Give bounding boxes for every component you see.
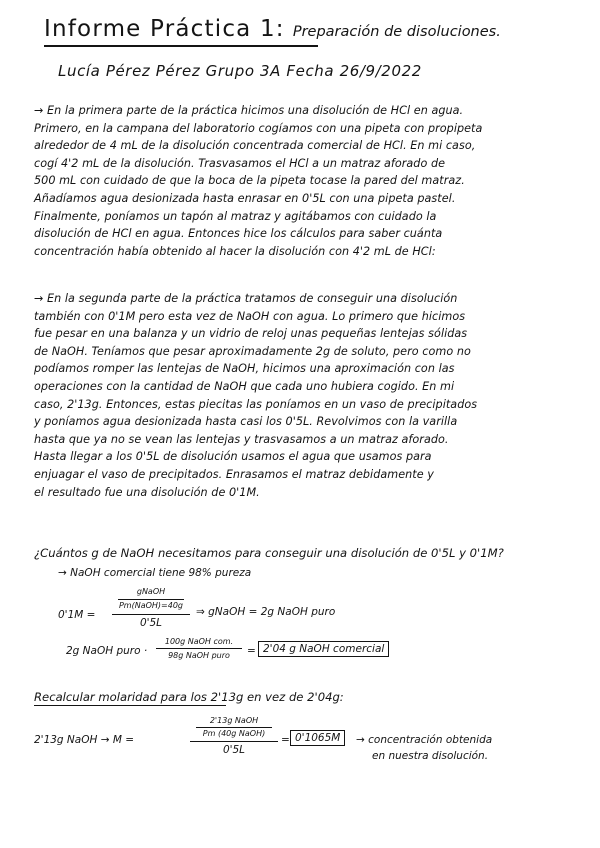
calc1-outer-denominator: 0'5L <box>139 617 163 629</box>
title-main: Informe Práctica 1: <box>44 16 285 42</box>
paragraph-line: Hasta llegar a los 0'5L de disolución usamos el agua que usamos para <box>34 450 432 464</box>
calc2-numerator: 100g NaOH com. <box>164 637 234 646</box>
paragraph-line: el resultado fue una disolución de 0'1M. <box>34 485 260 499</box>
recalc-heading: Recalcular molaridad para los 2'13g en vez de 2'04g: <box>34 690 344 704</box>
calc2-lhs: 2g NaOH puro · <box>66 645 148 657</box>
paragraph-line: hasta que ya no se vean las lentejas y trasvasamos a un matraz aforado. <box>34 432 449 446</box>
author-line: Lucía Pérez Pérez Grupo 3A Fecha 26/9/2022 <box>58 62 422 80</box>
paragraph-line: → En la primera parte de la práctica hicimos una disolución de HCl en agua. <box>34 104 464 117</box>
calc3-outer-denominator: 0'5L <box>222 744 246 756</box>
calc1-outer-fraction-bar <box>112 614 190 615</box>
calc1-inner-numerator: gNaOH <box>136 587 166 596</box>
calc3-note-line-1: → concentración obtenida <box>356 734 493 746</box>
calc2-denominator: 98g NaOH puro <box>168 651 230 660</box>
paragraph-line: fue pesar en una balanza y un vidrio de reloj unas pequeñas lentejas sólidas <box>34 327 468 341</box>
paragraph-line: → En la segunda parte de la práctica tratamos de conseguir una disolución <box>34 292 458 305</box>
calc2-result-box: 2'04 g NaOH comercial <box>258 641 389 657</box>
paragraph-line: también con 0'1M pero esta vez de NaOH con agua. Lo primero que hicimos <box>34 309 466 323</box>
title-underline <box>44 45 318 47</box>
purity-note: → NaOH comercial tiene 98% pureza <box>58 567 252 579</box>
title-subtitle: Preparación de disoluciones. <box>292 24 501 40</box>
calc3-inner-denominator: Pm (40g NaOH) <box>202 729 266 738</box>
calc2-fraction-bar <box>156 648 242 649</box>
calc3-result-box: 0'1065M <box>290 730 345 746</box>
paragraph-naoh <box>34 290 582 501</box>
paragraph-line: y poníamos agua desionizada hasta casi los 0'5L. Revolvimos con la varilla <box>34 415 458 429</box>
question-text: ¿Cuántos g de NaOH necesitamos para conseguir una disolución de 0'5L y 0'1M? <box>34 546 504 560</box>
calc3-equals: = <box>281 734 290 746</box>
calc3-lhs: 2'13g NaOH → M = <box>34 734 135 746</box>
calc3-inner-fraction-bar <box>196 727 272 728</box>
paragraph-line: disolución de HCl en agua. Entonces hice los cálculos para saber cuánta <box>34 227 443 241</box>
calc3-outer-fraction-bar <box>190 741 278 742</box>
paragraph-line: concentración había obtenido al hacer la disolución con 4'2 mL de HCl: <box>34 244 436 258</box>
paragraph-line: 500 mL con cuidado de que la boca de la pipeta tocase la pared del matraz. <box>34 174 465 188</box>
paragraph-line: caso, 2'13g. Entonces, estas piecitas las poníamos en un vaso de precipitados <box>34 397 478 411</box>
paragraph-hcl <box>34 102 582 260</box>
paragraph-line: Primero, en la campana del laboratorio cogíamos con una pipeta con propipeta <box>34 121 483 135</box>
calc1-lhs: 0'1M = <box>58 609 96 621</box>
paragraph-line: de NaOH. Teníamos que pesar aproximadamente 2g de soluto, pero como no <box>34 344 471 358</box>
recalc-heading-underline <box>34 705 226 706</box>
paragraph-line: alrededor de 4 mL de la disolución concentrada comercial de HCl. En mi caso, <box>34 139 476 153</box>
calc3-note-line-2: en nuestra disolución. <box>372 750 489 762</box>
calc1-inner-fraction-bar <box>118 599 184 600</box>
calc1-inner-denominator: Pm(NaOH)=40g <box>118 601 184 610</box>
paragraph-line: cogí 4'2 mL de la disolución. Trasvasamos el HCl a un matraz aforado de <box>34 156 446 170</box>
calc2-equals: = <box>247 645 256 657</box>
calc3-inner-numerator: 2'13g NaOH <box>209 716 259 725</box>
paragraph-line: enjuagar el vaso de precipitados. Enrasamos el matraz debidamente y <box>34 467 434 481</box>
paragraph-line: operaciones con la cantidad de NaOH que cada uno hubiera cogido. En mi <box>34 379 455 393</box>
paragraph-line: podíamos romper las lentejas de NaOH, hicimos una aproximación con las <box>34 362 455 376</box>
paragraph-line: Finalmente, poníamos un tapón al matraz y agitábamos con cuidado la <box>34 209 437 223</box>
document-title <box>44 16 584 42</box>
calc1-result: ⇒ gNaOH = 2g NaOH puro <box>196 606 336 618</box>
paragraph-line: Añadíamos agua desionizada hasta enrasar en 0'5L con una pipeta pastel. <box>34 191 456 205</box>
